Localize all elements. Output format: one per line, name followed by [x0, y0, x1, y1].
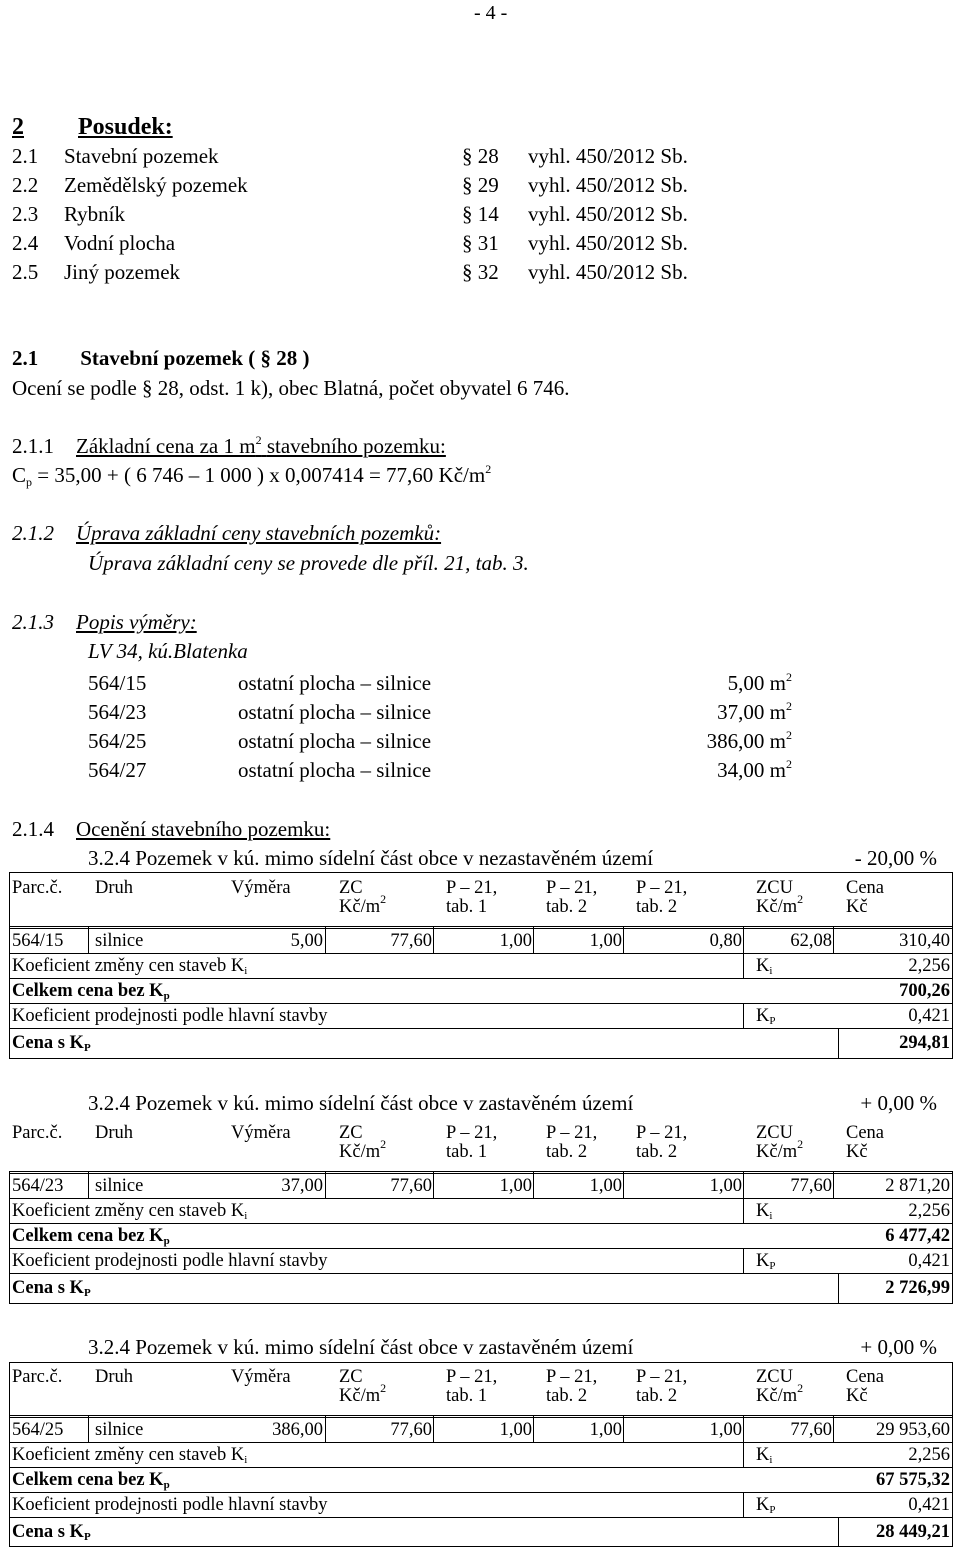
table-cell: 1,00 — [709, 1420, 742, 1440]
parcel-area: 5,00 $m^2$ — [727, 670, 792, 695]
col-header-p21-tab2: P – 21, tab. 2 — [546, 878, 598, 917]
coef-ki-symbol: Ki — [756, 1201, 773, 1222]
parcel-id: 564/27 — [88, 758, 147, 782]
table-cell: 77,60 — [790, 1176, 832, 1196]
table-cell: 2 871,20 — [885, 1176, 950, 1196]
col-header-p21-tab2b: P – 21, tab. 2 — [636, 1123, 688, 1162]
table-cell: 77,60 — [390, 931, 432, 951]
total-label: Celkem cena bez Kp — [12, 1226, 170, 1247]
coef-ki-label: Koeficient změny cen staveb Ki — [12, 1201, 248, 1222]
col-header-parcel: Parc.č. — [12, 1367, 63, 1387]
table-cell: 564/15 — [12, 931, 64, 951]
block-title: 3.2.4 Pozemek v kú. mimo sídelní část obce v zastavěném území — [88, 1091, 634, 1115]
table-cell: 77,60 — [790, 1420, 832, 1440]
col-header-price: Cena Kč — [846, 1123, 885, 1162]
toc-item: 2.5 Jiný pozemek — [12, 260, 181, 284]
table-cell: 1,00 — [589, 1176, 622, 1196]
block-percent: - 20,00 % — [854, 846, 937, 870]
col-header-area: Výměra — [231, 1367, 291, 1387]
table-cell: 386,00 — [272, 1420, 323, 1440]
block-title: 3.2.4 Pozemek v kú. mimo sídelní část obce v nezastavěném území — [88, 846, 654, 870]
table-cell: 37,00 — [281, 1176, 323, 1196]
block-percent: + 0,00 % — [860, 1091, 937, 1115]
col-header-price: Cena Kč — [846, 878, 885, 917]
table-cell: silnice — [95, 1176, 144, 1196]
col-header-area: Výměra — [231, 1123, 291, 1143]
col-header-zc: ZC $Kč/m^2$ — [339, 1123, 387, 1162]
col-header-p21-tab1: P – 21, tab. 1 — [446, 878, 498, 917]
parcel-id: 564/15 — [88, 671, 147, 695]
block-title: 3.2.4 Pozemek v kú. mimo sídelní část obce v zastavěném území — [88, 1335, 634, 1359]
coef-kp-label: Koeficient prodejnosti podle hlavní stavby — [12, 1006, 328, 1026]
table-cell: 0,80 — [709, 931, 742, 951]
col-header-p21-tab2b: P – 21, tab. 2 — [636, 1367, 688, 1406]
section-heading — [12, 115, 173, 139]
col-header-zcu: ZCU $Kč/m^2$ — [756, 878, 804, 917]
toc-para: § 28 — [462, 144, 499, 168]
total-label: Celkem cena bez Kp — [12, 1470, 170, 1491]
toc-ref: vyhl. 450/2012 Sb. — [528, 202, 688, 226]
coef-kp-label: Koeficient prodejnosti podle hlavní stavby — [12, 1251, 328, 1271]
toc-item: 2.2 Zemědělský pozemek — [12, 173, 248, 197]
toc-item: 2.4 Vodní plocha — [12, 231, 176, 255]
coef-ki-label: Koeficient změny cen staveb Ki — [12, 956, 248, 977]
section-title: Posudek: — [78, 114, 173, 140]
section-number: 2 — [12, 114, 24, 140]
subsection-text: Ocení se podle § 28, odst. 1 k), obec Blatná, počet obyvatel 6 746. — [12, 376, 570, 400]
col-header-p21-tab1: P – 21, tab. 1 — [446, 1367, 498, 1406]
price-value: 2 726,99 — [885, 1278, 950, 1298]
col-header-type: Druh — [95, 1123, 134, 1143]
parcel-desc: ostatní plocha – silnice — [238, 671, 432, 695]
toc-para: § 29 — [462, 173, 499, 197]
table-cell: 1,00 — [499, 931, 532, 951]
coef-kp-value: 0,421 — [908, 1495, 950, 1515]
col-header-p21-tab1: P – 21, tab. 1 — [446, 1123, 498, 1162]
parcel-id: 564/23 — [88, 700, 147, 724]
block-percent: + 0,00 % — [860, 1335, 937, 1359]
subsection-heading: 2.1.2 Úprava základní ceny stavebních pozemků: — [12, 521, 442, 545]
lv-label: LV 34, kú.Blatenka — [88, 639, 248, 663]
subsection-text: Úprava základní ceny se provede dle příl. 21, tab. 3. — [88, 551, 529, 575]
table-cell: 310,40 — [899, 931, 950, 951]
coef-kp-symbol: KP — [756, 1495, 776, 1516]
table-cell: 1,00 — [499, 1420, 532, 1440]
table-cell: 564/25 — [12, 1420, 64, 1440]
price-formula: $C_p = 35,00$ + ( 6 746 – 1 000 ) x 0,007414 = 77,60 $Kč/m^2$ — [12, 462, 492, 489]
parcel-area: 386,00 $m^2$ — [706, 728, 792, 753]
col-header-type: Druh — [95, 1367, 134, 1387]
coef-ki-label: Koeficient změny cen staveb Ki — [12, 1445, 248, 1466]
price-value: 294,81 — [899, 1033, 950, 1053]
col-header-p21-tab2b: P – 21, tab. 2 — [636, 878, 688, 917]
coef-ki-value: 2,256 — [908, 956, 950, 976]
coef-ki-value: 2,256 — [908, 1445, 950, 1465]
total-value: 700,26 — [899, 981, 950, 1001]
coef-kp-symbol: KP — [756, 1251, 776, 1272]
col-header-p21-tab2: P – 21, tab. 2 — [546, 1367, 598, 1406]
table-cell: silnice — [95, 931, 144, 951]
toc-item: 2.1 Stavební pozemek — [12, 144, 219, 168]
col-header-zc: ZC $Kč/m^2$ — [339, 878, 387, 917]
toc-ref: vyhl. 450/2012 Sb. — [528, 231, 688, 255]
total-value: 67 575,32 — [876, 1470, 950, 1490]
coef-kp-label: Koeficient prodejnosti podle hlavní stavby — [12, 1495, 328, 1515]
parcel-id: 564/25 — [88, 729, 147, 753]
col-header-zcu: ZCU $Kč/m^2$ — [756, 1123, 804, 1162]
col-header-zc: ZC $Kč/m^2$ — [339, 1367, 387, 1406]
subsection-heading: 2.1.4 Ocenění stavebního pozemku: — [12, 817, 331, 841]
parcel-desc: ostatní plocha – silnice — [238, 758, 432, 782]
table-cell: 564/23 — [12, 1176, 64, 1196]
table-cell: 77,60 — [390, 1420, 432, 1440]
toc-para: § 32 — [462, 260, 499, 284]
table-cell: silnice — [95, 1420, 144, 1440]
coef-ki-symbol: Ki — [756, 1445, 773, 1466]
toc-para: § 31 — [462, 231, 499, 255]
subsection-heading: 2.1.3 Popis výměry: — [12, 610, 197, 634]
table-cell: 77,60 — [390, 1176, 432, 1196]
table-cell: 5,00 — [290, 931, 323, 951]
table-cell: 62,08 — [790, 931, 832, 951]
parcel-area: 37,00 $m^2$ — [717, 699, 792, 724]
toc-ref: vyhl. 450/2012 Sb. — [528, 144, 688, 168]
coef-ki-symbol: Ki — [756, 956, 773, 977]
col-header-price: Cena Kč — [846, 1367, 885, 1406]
toc-item: 2.3 Rybník — [12, 202, 126, 226]
table-cell: 1,00 — [709, 1176, 742, 1196]
toc-para: § 14 — [462, 202, 499, 226]
price-label: Cena s KP — [12, 1522, 91, 1543]
coef-ki-value: 2,256 — [908, 1201, 950, 1221]
subsection-heading: 2.1.1 Základní cena za 1 $m^2$ stavebního pozemku: — [12, 433, 446, 458]
coef-kp-symbol: KP — [756, 1006, 776, 1027]
table-cell: 1,00 — [589, 931, 622, 951]
subsection-heading: 2.1 Stavební pozemek ( § 28 ) — [12, 346, 310, 370]
col-header-p21-tab2: P – 21, tab. 2 — [546, 1123, 598, 1162]
page-number: - 4 - — [474, 2, 508, 24]
total-value: 6 477,42 — [885, 1226, 950, 1246]
col-header-zcu: ZCU $Kč/m^2$ — [756, 1367, 804, 1406]
toc-ref: vyhl. 450/2012 Sb. — [528, 260, 688, 284]
parcel-area: 34,00 $m^2$ — [717, 757, 792, 782]
parcel-desc: ostatní plocha – silnice — [238, 729, 432, 753]
table-cell: 1,00 — [499, 1176, 532, 1196]
price-value: 28 449,21 — [876, 1522, 950, 1542]
parcel-desc: ostatní plocha – silnice — [238, 700, 432, 724]
total-label: Celkem cena bez Kp — [12, 981, 170, 1002]
table-cell: 1,00 — [589, 1420, 622, 1440]
col-header-parcel: Parc.č. — [12, 878, 63, 898]
col-header-area: Výměra — [231, 878, 291, 898]
col-header-type: Druh — [95, 878, 134, 898]
coef-kp-value: 0,421 — [908, 1251, 950, 1271]
price-label: Cena s KP — [12, 1278, 91, 1299]
price-label: Cena s KP — [12, 1033, 91, 1054]
table-cell: 29 953,60 — [876, 1420, 950, 1440]
col-header-parcel: Parc.č. — [12, 1123, 63, 1143]
coef-kp-value: 0,421 — [908, 1006, 950, 1026]
toc-ref: vyhl. 450/2012 Sb. — [528, 173, 688, 197]
